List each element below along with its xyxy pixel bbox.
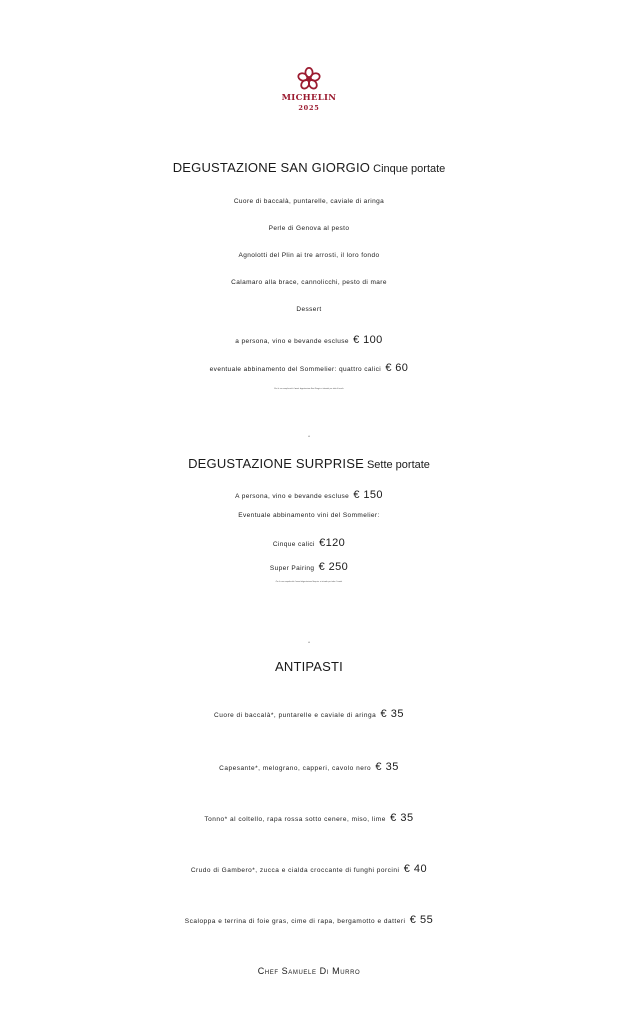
surprise-option-1 (0, 537, 618, 549)
dish-name: Scaloppa e terrina di foie gras, cime di rapa, bergamotto e datteri (184, 918, 406, 925)
san-giorgio-price: € 100 (353, 334, 383, 346)
surprise-pairing-intro: Eventuale abbinamento vini del Sommelier: (238, 512, 380, 519)
dish-price: € 35 (375, 761, 399, 773)
san-giorgio-pairing-text: eventuale abbinamento del Sommelier: quattro calici (209, 366, 382, 373)
san-giorgio-subtitle: Cinque portate (373, 163, 446, 175)
surprise-option-1-text: Cinque calici (272, 541, 315, 548)
michelin-logo (0, 66, 618, 112)
surprise-option-2 (0, 561, 618, 573)
dish-name: Capesante*, melograno, capperi, cavolo nero (219, 765, 372, 772)
dish-name-line (0, 914, 618, 926)
san-giorgio-course-3: Agnolotti del Plin ai tre arrosti, il loro fondo (238, 252, 380, 259)
surprise-price-text: A persona, vino e bevande escluse (235, 493, 350, 500)
dish-name-line (0, 708, 618, 720)
san-giorgio-title: DEGUSTAZIONE SAN GIORGIO (172, 160, 371, 175)
dish-name-line (0, 863, 618, 875)
surprise-option-2-text: Super Pairing (269, 565, 315, 572)
surprise-option-1-price: €120 (319, 537, 346, 549)
dish-name: Crudo di Gambero*, zucca e cialda croccante di funghi porcini (190, 867, 400, 874)
dish-price: € 35 (380, 708, 404, 720)
michelin-brand: MICHELIN (281, 93, 337, 103)
san-giorgio-course-5: Dessert (296, 306, 322, 313)
san-giorgio-price-text: a persona, vino e bevande escluse (235, 338, 349, 345)
surprise-note: Per la sua complessità il menù degustazione Surprise si intende per tutto il tavolo (275, 582, 343, 583)
dish-name-line (0, 761, 618, 773)
separator-star: * (308, 434, 310, 439)
dish-price: € 40 (403, 863, 428, 875)
surprise-heading (0, 456, 618, 471)
san-giorgio-course-1: Cuore di baccalà, puntarelle, caviale di aringa (233, 198, 385, 205)
surprise-price: € 150 (353, 489, 383, 501)
dish-name: Cuore di baccalà*, puntarelle e caviale di aringa (214, 712, 377, 719)
michelin-year: 2025 (298, 104, 320, 112)
dish-price: € 35 (390, 812, 414, 824)
surprise-price-line (0, 489, 618, 501)
surprise-option-2-price: € 250 (318, 561, 349, 573)
san-giorgio-price-line (0, 334, 618, 346)
michelin-flower-icon (296, 66, 322, 92)
san-giorgio-note: Per la sua complessità il menù degustazione San Giorgio si intende per tutto il tavolo (274, 389, 344, 390)
dish-name-line (0, 812, 618, 824)
separator-star: * (308, 640, 310, 645)
chef-signature: Chef Samuele Di Murro (257, 966, 361, 976)
san-giorgio-course-4: Calamaro alla brace, cannolicchi, pesto di mare (231, 279, 387, 286)
dish-name: Tonno* al coltello, rapa rossa sotto cenere, miso, lime (204, 816, 386, 823)
san-giorgio-heading (0, 160, 618, 175)
dish-price: € 55 (409, 914, 434, 926)
san-giorgio-course-2: Perle di Genova al pesto (268, 225, 350, 232)
san-giorgio-pairing-line (0, 362, 618, 374)
surprise-subtitle: Sette portate (366, 459, 430, 471)
surprise-title: DEGUSTAZIONE SURPRISE (188, 456, 364, 471)
san-giorgio-pairing-price: € 60 (385, 362, 409, 374)
antipasti-title: ANTIPASTI (274, 659, 343, 674)
